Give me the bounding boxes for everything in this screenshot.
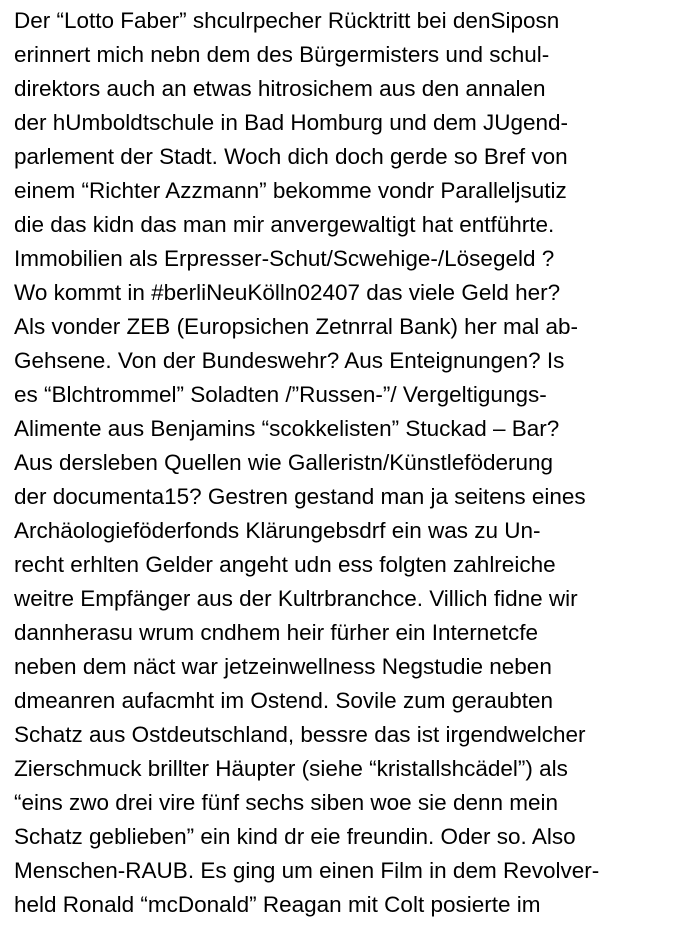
text-line-2: erinnert mich nebn dem des Bürgermisters und schul- [14,42,550,67]
text-line-10: Als vonder ZEB (Europsichen Zetnrral Bank) her mal ab- [14,314,578,339]
text-line-17: recht erhlten Gelder angeht udn ess folgten zahlreiche [14,552,556,577]
text-line-20: neben dem näct war jetzeinwellness Negstudie neben [14,654,552,679]
text-line-13: Alimente aus Benjamins “scokkelisten” Stuckad – Bar? [14,416,560,441]
text-line-11: Gehsene. Von der Bundeswehr? Aus Enteignungen? Is [14,348,565,373]
text-line-22: Schatz aus Ostdeutschland, bessre das ist irgendwelcher [14,722,586,747]
text-line-4: der hUmboldtschule in Bad Homburg und dem JUgend- [14,110,569,135]
text-line-1: Der “Lotto Faber” shculrpecher Rücktritt bei denSiposn [14,8,560,33]
text-line-27: held Ronald “mcDonald” Reagan mit Colt posierte im [14,892,541,917]
text-line-21: dmeanren aufacmht im Ostend. Sovile zum geraubten [14,688,554,713]
text-line-9: Wo kommt in #berliNeuKölln02407 das viele Geld her? [14,280,561,305]
text-line-8: Immobilien als Erpresser-Schut/Scwehige-/Lösegeld ? [14,246,555,271]
text-line-7: die das kidn das man mir anvergewaltigt hat entführte. [14,212,555,237]
text-line-14: Aus dersleben Quellen wie Galleristn/Künstleföderung [14,450,554,475]
text-line-23: Zierschmuck brillter Häupter (siehe “kristallshcädel”) als [14,756,568,781]
text-line-25: Schatz geblieben” ein kind dr eie freundin. Oder so. Also [14,824,576,849]
text-line-12: es “Blchtrommel” Soladten /”Russen-”/ Vergeltigungs- [14,382,547,407]
text-line-16: Archäologieföderfonds Klärungebsdrf ein was zu Un- [14,518,541,543]
text-line-5: parlement der Stadt. Woch dich doch gerde so Bref von [14,144,568,169]
text-line-6: einem “Richter Azzmann” bekomme vondr Paralleljsutiz [14,178,567,203]
text-line-26: Menschen-RAUB. Es ging um einen Film in dem Revolver- [14,858,600,883]
text-line-24: “eins zwo drei vire fünf sechs siben woe sie denn mein [14,790,559,815]
text-line-19: dannherasu wrum cndhem heir fürher ein Internetcfe [14,620,539,645]
text-line-15: der documenta15? Gestren gestand man ja seitens eines [14,484,586,509]
text-line-18: weitre Empfänger aus der Kultrbranchce. Villich fidne wir [14,586,578,611]
text-line-3: direktors auch an etwas hitrosichem aus den annalen [14,76,546,101]
